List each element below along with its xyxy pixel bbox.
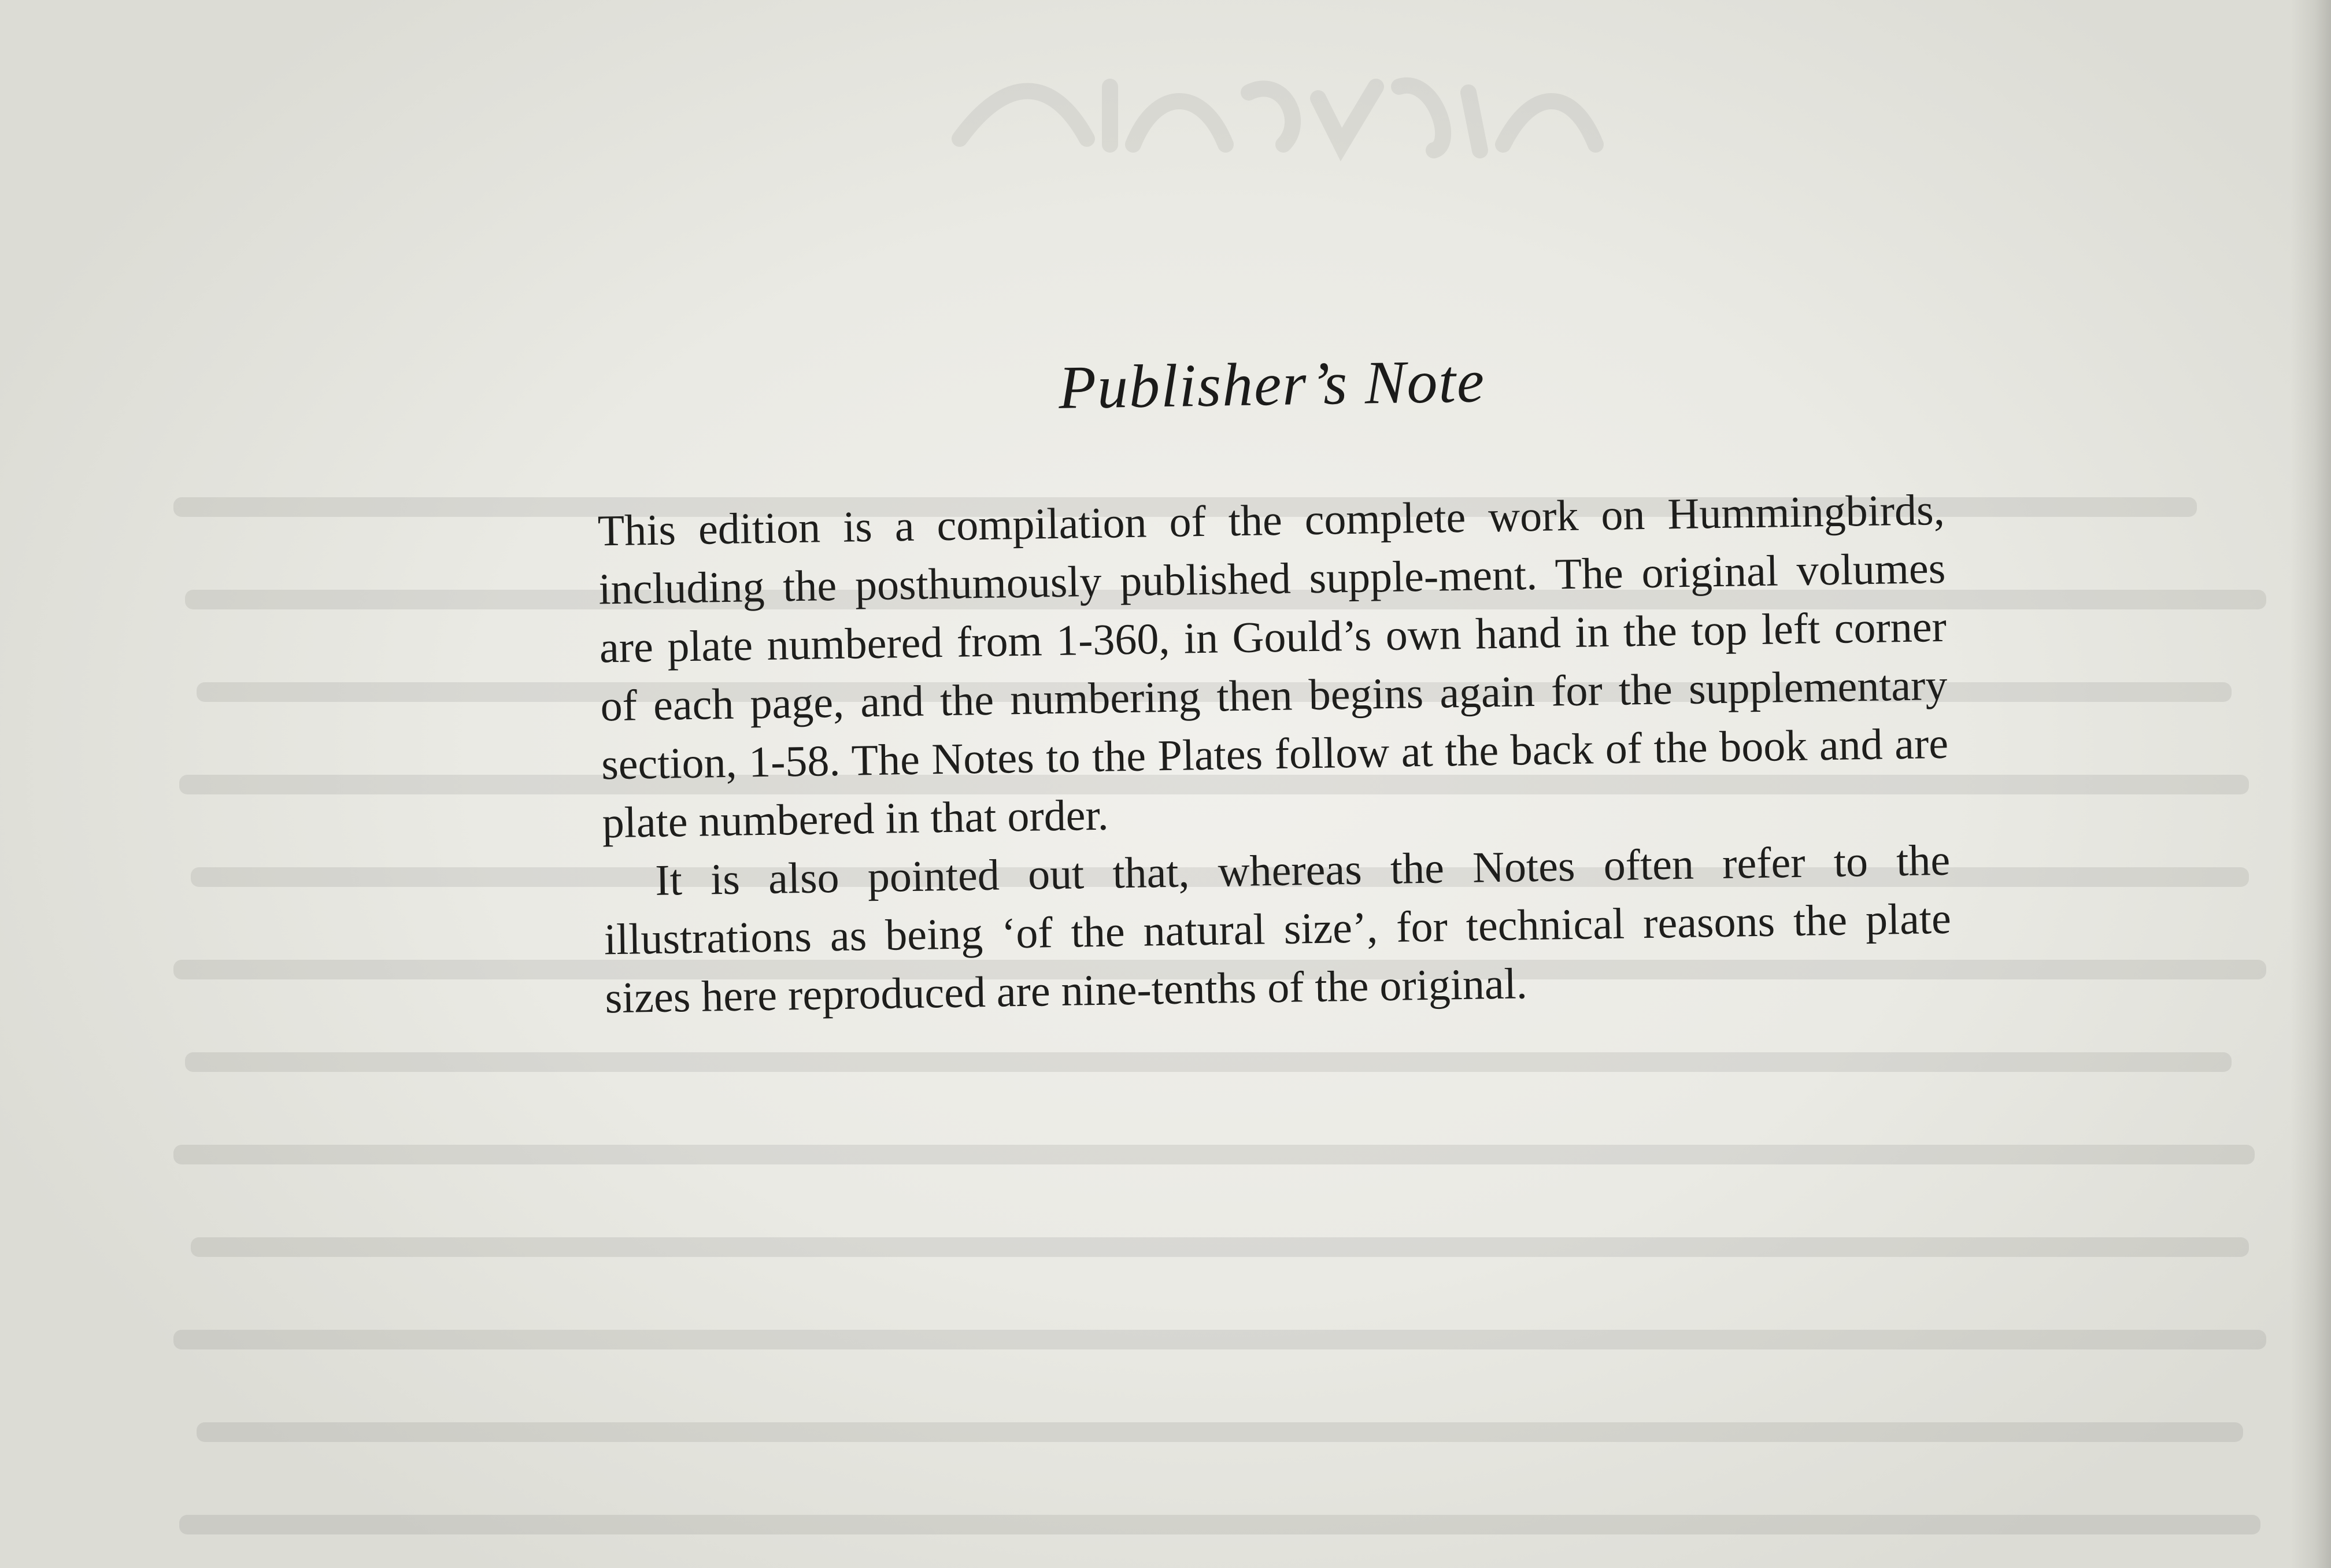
page-shadow-edge [2291, 0, 2331, 1568]
note-paragraph-1: This edition is a compilation of the complete work on Hummingbirds, including the posthumously published supple-ment. The original volumes are plate numbered from 1-360, in Gould’s own hand in the top left corner of each page, and the numbering then begins again for the supplementary section, 1-58. The Notes to the Plates follow at the back of the book and are plate numbered in that order. [597, 485, 1949, 848]
show-through-heading [937, 52, 1630, 168]
note-body [597, 481, 1952, 1027]
note-paragraph-2: It is also pointed out that, whereas the Notes often refer to the illustrations as being ‘of the natural size’, for technical reasons the plate sizes here reproduced are nine-tenths of the original. [604, 835, 1952, 1023]
publishers-note [572, 336, 1984, 1167]
note-title: Publisher’s Note [1058, 347, 1486, 421]
